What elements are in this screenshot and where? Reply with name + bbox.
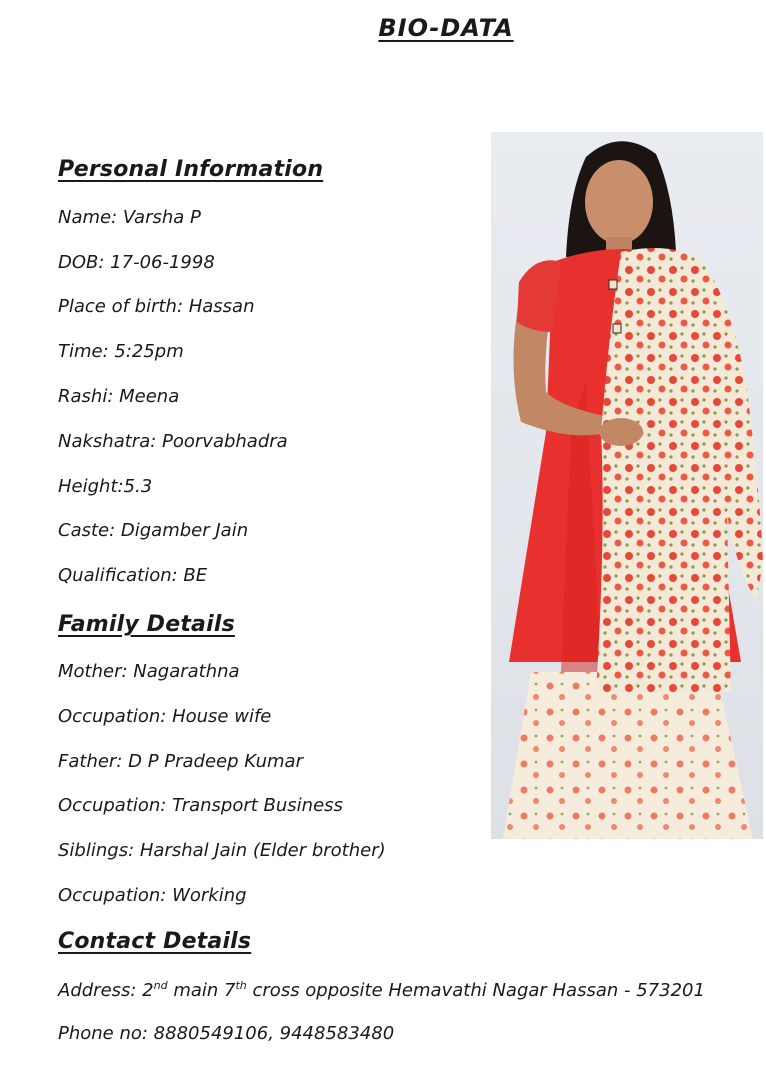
- family-details-heading: Family Details: [58, 612, 235, 637]
- place-of-birth-line: Place of birth: Hassan: [58, 296, 255, 317]
- address-suffix: cross opposite Hemavathi Nagar Hassan - 573201: [246, 980, 705, 1001]
- father-line: Father: D P Pradeep Kumar: [58, 751, 303, 772]
- address-prefix: Address: 2: [58, 980, 154, 1001]
- address-middle: main 7: [167, 980, 236, 1001]
- address-line: [58, 979, 705, 1001]
- siblings-line: Siblings: Harshal Jain (Elder brother): [58, 840, 386, 861]
- profile-photo: [491, 132, 763, 839]
- caste-line: Caste: Digamber Jain: [58, 520, 249, 541]
- father-occupation-line: Occupation: Transport Business: [58, 795, 343, 816]
- mother-line: Mother: Nagarathna: [58, 661, 240, 682]
- height-line: Height:5.3: [58, 476, 153, 497]
- address-superscript-th: th: [235, 979, 247, 992]
- qualification-line: Qualification: BE: [58, 565, 208, 586]
- address-superscript-nd: nd: [153, 979, 168, 992]
- dob-line: DOB: 17-06-1998: [58, 252, 215, 273]
- document-title: BIO-DATA: [378, 14, 514, 42]
- portrait-illustration: [491, 132, 763, 839]
- nakshatra-line: Nakshatra: Poorvabhadra: [58, 431, 288, 452]
- personal-info-heading: Personal Information: [58, 157, 324, 182]
- rashi-line: Rashi: Meena: [58, 386, 180, 407]
- sibling-occupation-line: Occupation: Working: [58, 885, 247, 906]
- mother-occupation-line: Occupation: House wife: [58, 706, 272, 727]
- time-line: Time: 5:25pm: [58, 341, 184, 362]
- phone-line: Phone no: 8880549106, 9448583480: [58, 1023, 395, 1044]
- name-line: Name: Varsha P: [58, 207, 201, 228]
- contact-details-heading: Contact Details: [58, 929, 252, 954]
